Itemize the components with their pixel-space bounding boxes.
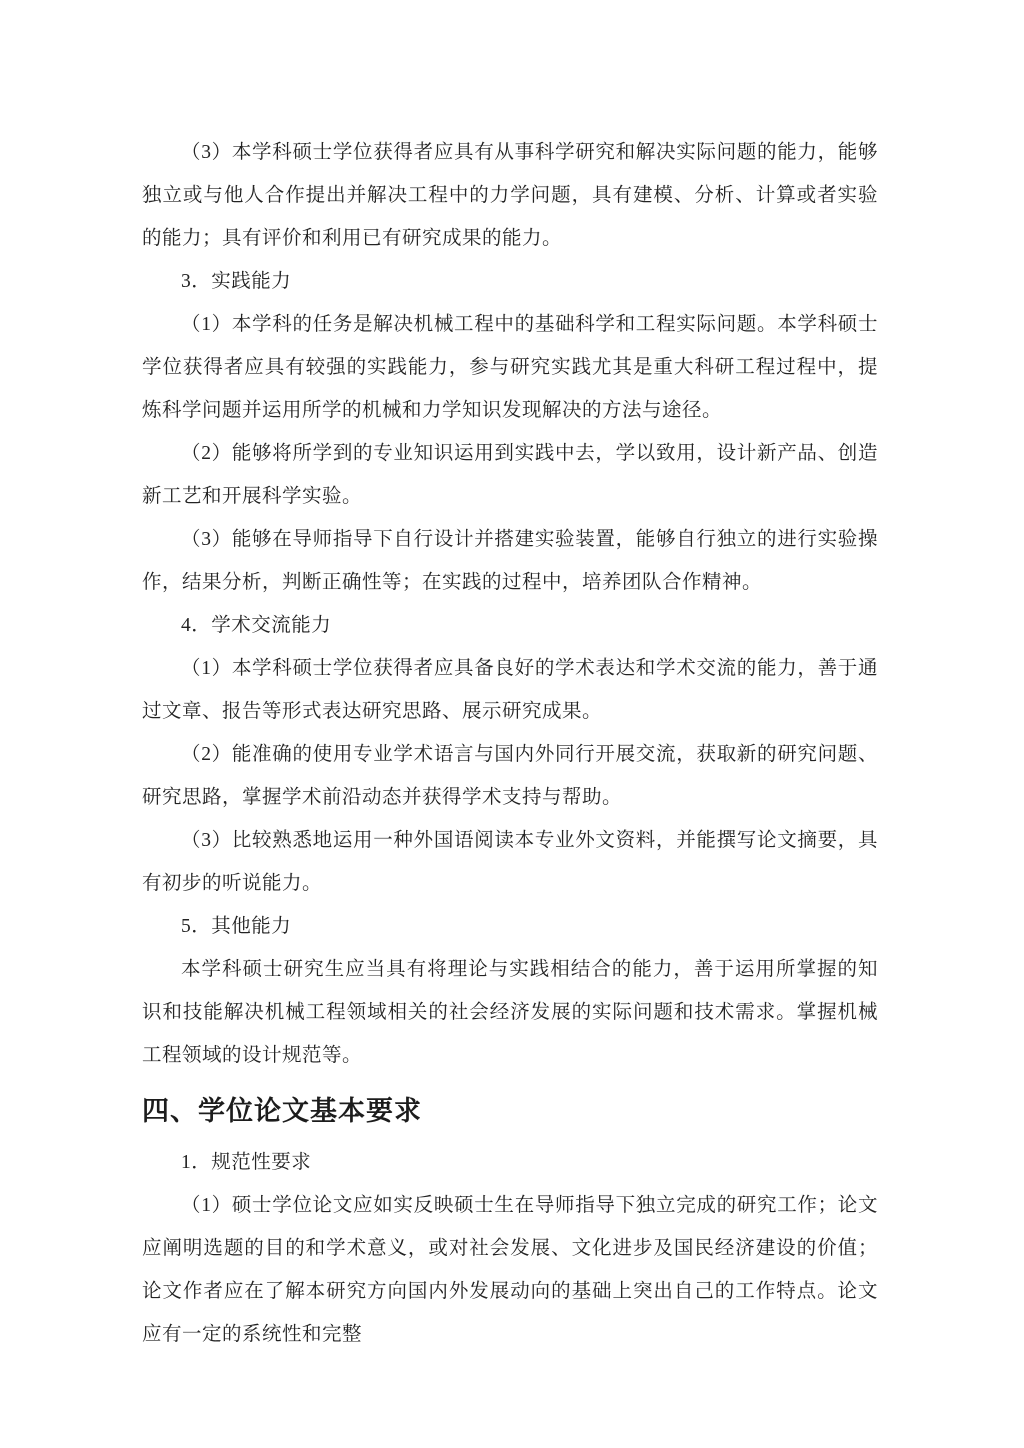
body-paragraph: （3）比较熟悉地运用一种外国语阅读本专业外文资料，并能撰写论文摘要，具有初步的听说能力。 [142,830,878,894]
body-paragraph: （1）本学科的任务是解决机械工程中的基础科学和工程实际问题。本学科硕士学位获得者应具有较强的实践能力，参与研究实践尤其是重大科研工程过程中，提炼科学问题并运用所学的机械和力学知识发现解决的方法与途径。 [142,314,878,421]
body-paragraph: （2）能够将所学到的专业知识运用到实践中去，学以致用，设计新产品、创造新工艺和开展科学实验。 [142,443,878,507]
body-paragraph: 本学科硕士研究生应当具有将理论与实践相结合的能力，善于运用所掌握的知识和技能解决机械工程领域相关的社会经济发展的实际问题和技术需求。掌握机械工程领域的设计规范等。 [142,959,878,1066]
body-paragraph: （3）能够在导师指导下自行设计并搭建实验装置，能够自行独立的进行实验操作，结果分析，判断正确性等；在实践的过程中，培养团队合作精神。 [142,529,878,593]
body-paragraph: （1）本学科硕士学位获得者应具备良好的学术表达和学术交流的能力，善于通过文章、报告等形式表达研究思路、展示研究成果。 [142,658,878,722]
section-heading: 四、学位论文基本要求 [142,1096,422,1126]
body-paragraph: （2）能准确的使用专业学术语言与国内外同行开展交流，获取新的研究问题、研究思路，掌握学术前沿动态并获得学术支持与帮助。 [142,744,878,808]
body-paragraph: （1）硕士学位论文应如实反映硕士生在导师指导下独立完成的研究工作；论文应阐明选题的目的和学术意义，或对社会发展、文化进步及国民经济建设的价值；论文作者应在了解本研究方向国内外发展动向的基础上突出自己的工作特点。论文应有一定的系统性和完整 [142,1195,878,1345]
numbered-item-heading: 5．其他能力 [181,916,292,937]
body-paragraph: （3）本学科硕士学位获得者应具有从事科学研究和解决实际问题的能力，能够独立或与他人合作提出并解决工程中的力学问题，具有建模、分析、计算或者实验的能力；具有评价和利用已有研究成果的能力。 [142,142,878,249]
numbered-item-heading: 4．学术交流能力 [181,615,332,636]
numbered-item-heading: 1．规范性要求 [181,1152,312,1173]
numbered-item-heading: 3．实践能力 [181,271,292,292]
